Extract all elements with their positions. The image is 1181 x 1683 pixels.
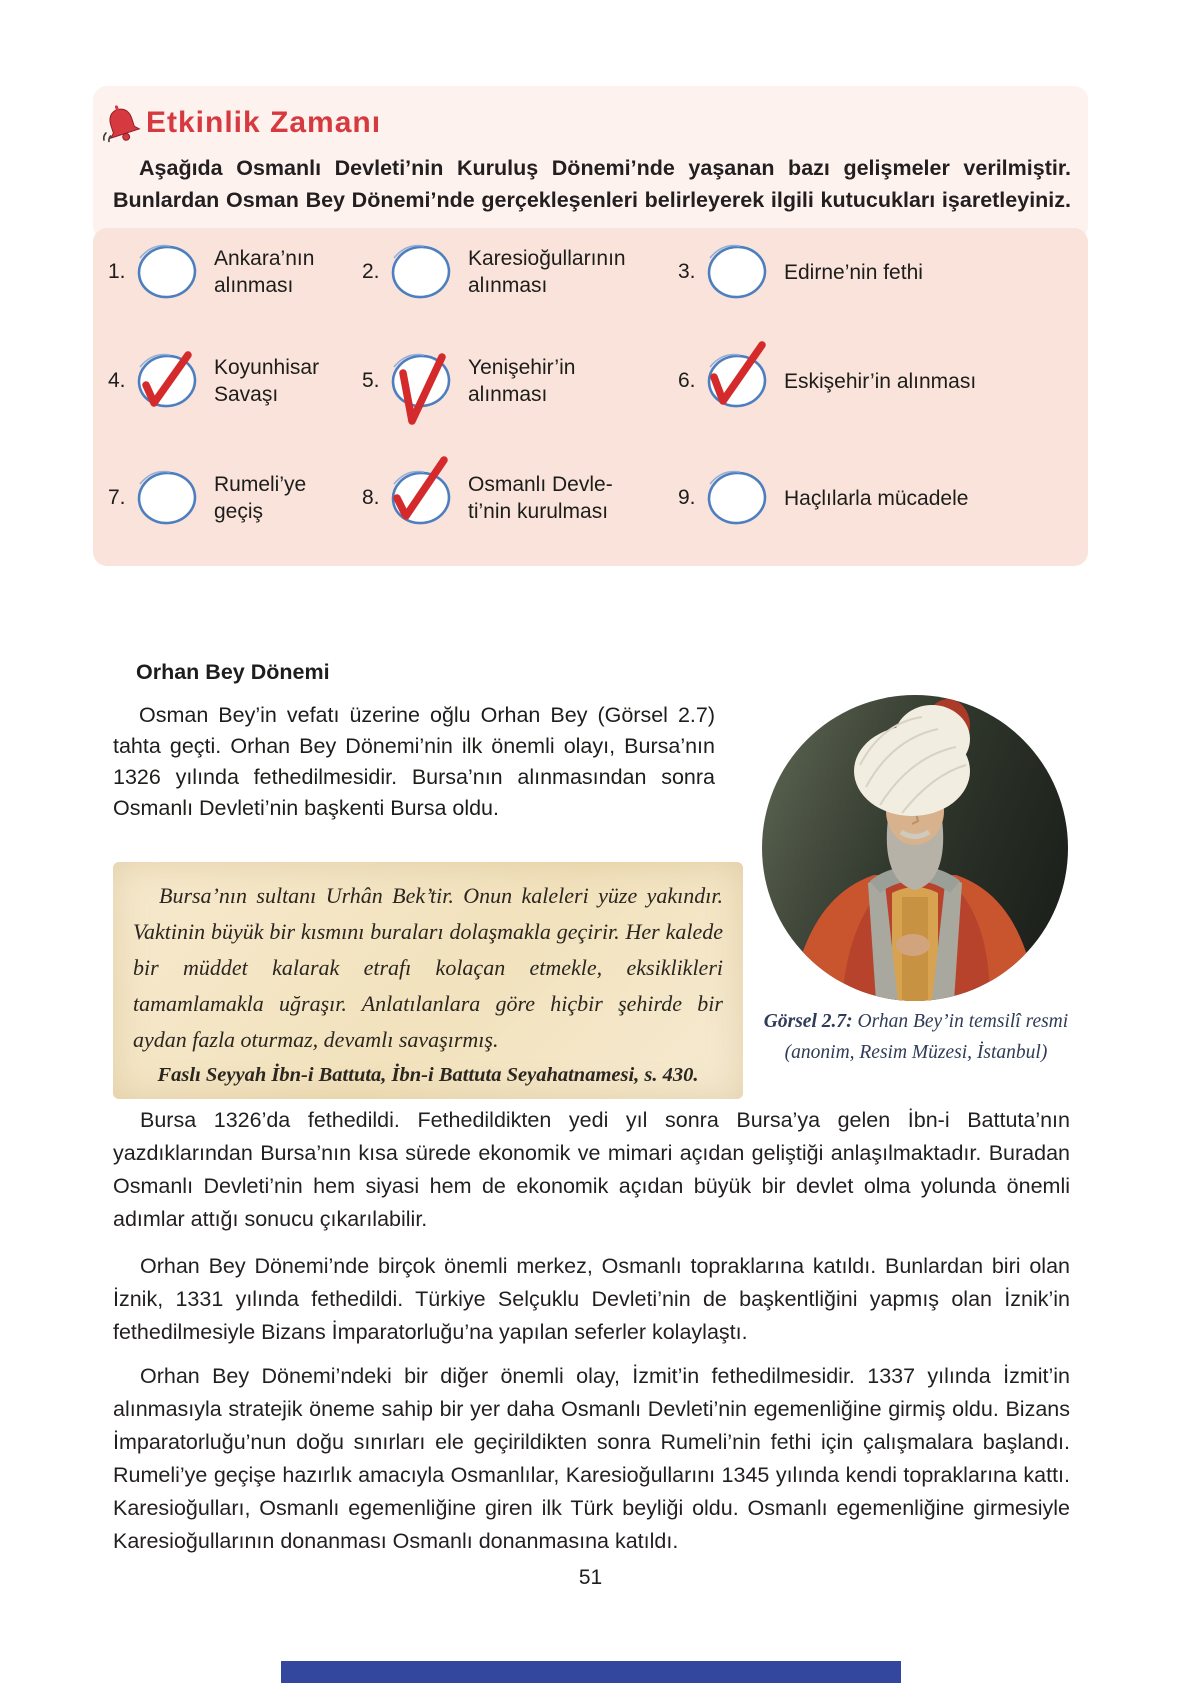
checkbox-oval xyxy=(388,242,454,302)
item-number: 8. xyxy=(362,486,380,509)
item-number: 7. xyxy=(108,486,126,509)
bell-icon xyxy=(100,102,144,148)
item-label: Osmanlı Devle- ti’nin kurulması xyxy=(468,473,613,523)
oval-icon xyxy=(388,242,454,302)
footer-bar xyxy=(281,1661,901,1683)
oval-icon xyxy=(134,242,200,302)
item-label: Yenişehir’in alınması xyxy=(468,356,576,406)
caption-text: Orhan Bey’in temsilî resmi (anonim, Resim Müzesi, İstanbul) xyxy=(784,1011,1069,1063)
checkbox-oval xyxy=(704,468,770,528)
item-number: 5. xyxy=(362,369,380,392)
activity-item-7 xyxy=(108,452,306,544)
oval-icon xyxy=(704,468,770,528)
checkbox-oval xyxy=(388,468,454,528)
orhan-portrait-image xyxy=(762,695,1068,1001)
checkbox-oval xyxy=(388,351,454,411)
activity-instruction xyxy=(113,152,1071,216)
item-number: 2. xyxy=(362,260,380,283)
oval-icon xyxy=(134,468,200,528)
activity-item-5 xyxy=(362,335,575,427)
activity-item-3 xyxy=(678,226,923,318)
page-number: 51 xyxy=(578,1566,603,1589)
activity-header: Etkinlik Zamanı xyxy=(146,106,382,139)
item-label: Haçlılarla mücadele xyxy=(784,486,969,510)
portrait-illustration xyxy=(762,695,1068,1001)
item-label: Eskişehir’in alınması xyxy=(784,369,977,393)
oval-icon xyxy=(704,242,770,302)
activity-item-1 xyxy=(108,226,314,318)
item-number: 4. xyxy=(108,369,126,392)
instruction-line-1: Aşağıda Osmanlı Devleti’nin Kuruluş Dönemi’nde yaşanan bazı gelişmeler verilmiştir. xyxy=(139,156,1071,180)
section-intro: Osman Bey’in vefatı üzerine oğlu Orhan Bey (Görsel 2.7) tahta geçti. Orhan Bey Dönemi’nin ilk önemli olayı, Bursa’nın 1326 yılında fethedilmesidir. Bursa’nın alınmasından sonra Osmanlı Devleti’nin başkenti Bursa oldu. xyxy=(113,703,715,820)
item-label: Ankara’nın alınması xyxy=(214,247,315,297)
activity-item-2 xyxy=(362,226,626,318)
quote-text: Bursa’nın sultanı Urhân Bek’tir. Onun kaleleri yüze yakındır. Vaktinin büyük bir kısmını buraları dolaşmakla geçirir. Her kalede bir müddet kalarak etrafı kolaçan etmekle, eksiklikleri tamamlamakla uğraşır. Anlatılanlara göre hiçbir şehirde bir aydan fazla oturmaz, devamlı savaşırmış. xyxy=(133,883,723,1052)
quote-box xyxy=(113,862,743,1099)
checkmark-icon xyxy=(704,351,770,411)
item-number: 1. xyxy=(108,260,126,283)
body-paragraph-1: Bursa 1326’da fethedildi. Fethedildikten yedi yıl sonra Bursa’ya gelen İbn-i Battuta’nın yazdıklarından Bursa’nın kısa sürede ekonomik ve mimari açıdan geliştiği anlaşılmaktadır. Buradan Osmanlı Devleti’nin hem siyasi hem de ekonomik açıdan büyük bir devlet olma yolunda önemli adımlar attığı sonucu çıkarılabilir. xyxy=(113,1108,1070,1231)
activity-item-4 xyxy=(108,335,319,427)
item-label: Edirne’nin fethi xyxy=(784,260,923,284)
activity-item-6 xyxy=(678,335,976,427)
body-paragraph-2: Orhan Bey Dönemi’nde birçok önemli merkez, Osmanlı topraklarına katıldı. Bunlardan biri olan İznik, 1331 yılında fethedildi. Türkiye Selçuklu Devleti’nin de başkentliğini yapmış olan İznik’in fethedilmesiyle Bizans İmparatorluğu’na yapılan seferler kolaylaştı. xyxy=(113,1254,1070,1344)
checkmark-icon xyxy=(134,351,200,411)
item-number: 9. xyxy=(678,486,696,509)
checkbox-oval xyxy=(134,468,200,528)
activity-item-8 xyxy=(362,452,613,544)
item-number: 6. xyxy=(678,369,696,392)
caption-label: Görsel 2.7: xyxy=(763,1011,853,1032)
checkmark-icon xyxy=(388,351,454,411)
body-paragraph-3: Orhan Bey Dönemi’ndeki bir diğer önemli olay, İzmit’in fethedilmesidir. 1337 yılında İzmit’in alınmasıyla stratejik öneme sahip bir yer daha Osmanlı Devleti’nin egemenliğine girmiş oldu. Bizans İmparatorluğu’nun doğu sınırları ele geçirildikten sonra Rumeli’nin fethi için çalışmalara başlandı. Rumeli’ye geçişe hazırlık amacıyla Osmanlılar, Karesioğullarını 1345 yılında kendi topraklarına kattı. Karesioğulları, Osmanlı egemenliğine giren ilk Türk beyliği oldu. Osmanlı egemenliğine girmesiyle Karesioğullarının donanması Osmanlı donanmasına katıldı. xyxy=(113,1364,1070,1553)
checkbox-oval xyxy=(134,242,200,302)
item-label: Rumeli’ye geçiş xyxy=(214,473,307,523)
item-number: 3. xyxy=(678,260,696,283)
activity-item-9 xyxy=(678,452,968,544)
checkmark-icon xyxy=(388,468,454,528)
instruction-line-2: Bunlardan Osman Bey Dönemi’nde gerçekleşenleri belirleyerek ilgili kutucukları işaretleyiniz. xyxy=(113,188,1071,212)
section-heading: Orhan Bey Dönemi xyxy=(136,660,330,684)
quote-attribution: Faslı Seyyah İbn-i Battuta, İbn-i Battuta Seyahatnamesi, s. 430. xyxy=(157,1064,699,1086)
checkbox-oval xyxy=(704,351,770,411)
item-label: Koyunhisar Savaşı xyxy=(214,356,320,406)
figure-caption xyxy=(756,1006,1076,1068)
checkbox-oval xyxy=(704,242,770,302)
checkbox-oval xyxy=(134,351,200,411)
item-label: Karesioğullarının alınması xyxy=(468,247,626,297)
